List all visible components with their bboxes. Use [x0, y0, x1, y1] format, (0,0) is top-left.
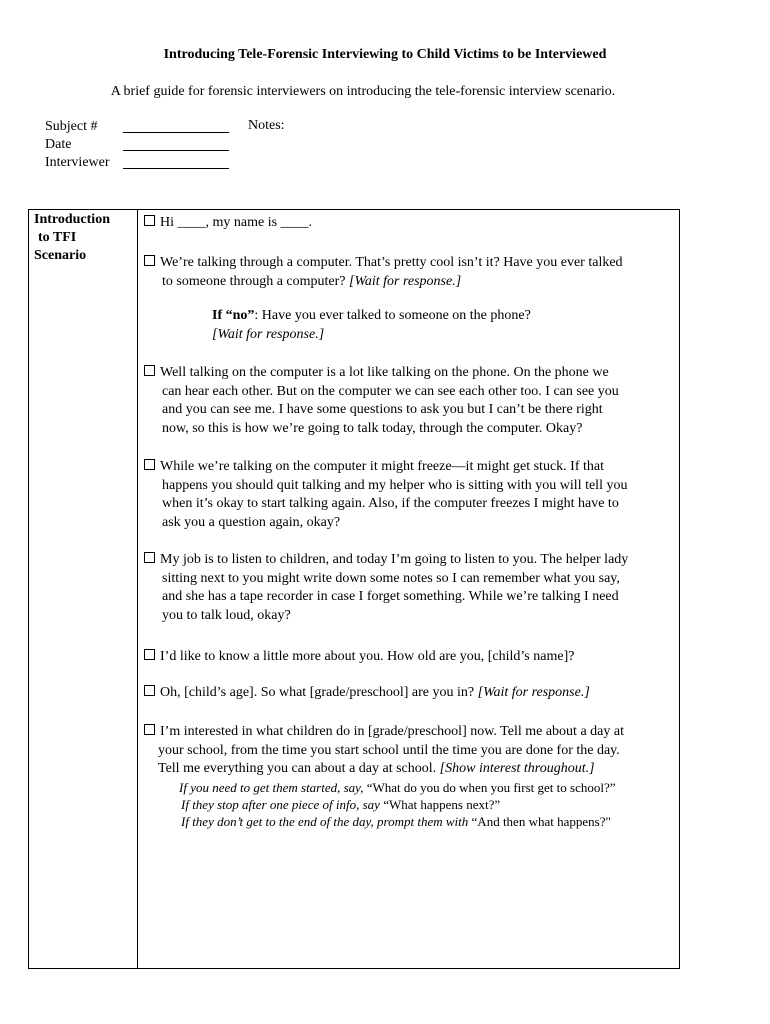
wait-note: [Wait for response.] [212, 326, 325, 342]
script-item [144, 648, 671, 667]
prompt-line [179, 780, 616, 796]
script-item [144, 214, 671, 233]
interviewer-label: Interviewer [45, 155, 110, 170]
prompt-instruction: If they don’t get to the end of the day, prompt them with [181, 814, 469, 829]
item-text: can hear each other. But on the computer we can see each other too. I can see you [162, 383, 619, 399]
date-field[interactable] [123, 137, 229, 151]
item-text: I’m interested in what children do in [grade/preschool] now. Tell me about a day at [160, 724, 624, 739]
section-label-line: Scenario [34, 248, 87, 263]
script-item [144, 684, 671, 703]
prompt-quote: “What happens next?” [379, 797, 501, 812]
checkbox[interactable] [144, 365, 155, 376]
script-item [144, 458, 671, 532]
document-subtitle: A brief guide for forensic interviewers on introducing the tele-forensic interview scenario. [110, 84, 616, 99]
subject-label: Subject # [45, 119, 98, 134]
prompt-quote: “And then what happens?" [468, 814, 611, 829]
item-text: now, so this is how we’re going to talk today, through the computer. Okay? [162, 420, 583, 436]
date-label: Date [45, 137, 72, 152]
date-row [45, 136, 229, 154]
meta-fields [45, 118, 229, 172]
prompt-instruction: If they stop after one piece of info, say [181, 797, 380, 812]
section-label-line: Introduction [34, 212, 110, 227]
item-text: Tell me everything you can about a day at school. [158, 761, 437, 776]
script-item [144, 364, 671, 438]
interviewer-field[interactable] [123, 155, 229, 169]
script-item [144, 551, 671, 625]
column-divider [137, 210, 138, 968]
item-text: While we’re talking on the computer it might freeze—it might get stuck. If that [160, 459, 604, 474]
section-label [34, 211, 110, 265]
checkbox[interactable] [144, 685, 155, 696]
item-text: you to talk loud, okay? [162, 607, 291, 623]
item-text: ask you a question again, okay? [162, 514, 341, 530]
checkbox[interactable] [144, 215, 155, 226]
prompt-line [181, 797, 500, 813]
script-item [144, 254, 671, 291]
script-table [28, 209, 680, 969]
item-text: sitting next to you might write down some notes so I can remember what you say, [162, 570, 620, 586]
wait-note: [Wait for response.] [477, 685, 590, 700]
wait-note: [Show interest throughout.] [439, 761, 595, 776]
prompt-line [181, 814, 611, 830]
subject-field[interactable] [123, 119, 229, 133]
item-text: We’re talking through a computer. That’s pretty cool isn’t it? Have you ever talked [160, 255, 623, 270]
checkbox[interactable] [144, 552, 155, 563]
item-text: when it’s okay to start talking again. Also, if the computer freezes I might have to [162, 496, 619, 511]
script-item [144, 723, 671, 779]
item-text: your school, from the time you start school until the time you are done for the day. [158, 742, 620, 758]
section-label-line: to TFI [38, 230, 77, 245]
item-text: : Have you ever talked to someone on the phone? [254, 308, 531, 323]
item-text: and she has a tape recorder in case I forget something. While we’re talking I need [162, 589, 619, 604]
item-text: Hi ____, my name is ____. [160, 215, 313, 230]
checkbox[interactable] [144, 724, 155, 735]
item-text: and you can see me. I have some questions to ask you but I can’t be there right [162, 402, 603, 417]
notes-label: Notes: [248, 118, 285, 133]
subject-row [45, 118, 229, 136]
if-no-block [212, 307, 672, 344]
interviewer-row [45, 154, 229, 172]
if-no-label: If “no” [212, 308, 255, 323]
item-text: I’d like to know a little more about you. How old are you, [child’s name]? [160, 649, 575, 664]
prompt-instruction: If you need to get them started, say, [179, 780, 364, 795]
document-title: Introducing Tele-Forensic Interviewing to Child Victims to be Interviewed [163, 47, 607, 62]
prompt-quote: “What do you do when you first get to school?” [363, 780, 616, 795]
checkbox[interactable] [144, 459, 155, 470]
item-text: Oh, [child’s age]. So what [grade/preschool] are you in? [160, 685, 475, 700]
item-text: to someone through a computer? [162, 273, 346, 289]
wait-note: [Wait for response.] [349, 273, 462, 289]
item-text: My job is to listen to children, and today I’m going to listen to you. The helper lady [160, 552, 629, 567]
checkbox[interactable] [144, 255, 155, 266]
checkbox[interactable] [144, 649, 155, 660]
item-text: Well talking on the computer is a lot like talking on the phone. On the phone we [160, 365, 609, 380]
item-text: happens you should quit talking and my helper who is sitting with you will tell you [162, 477, 628, 493]
